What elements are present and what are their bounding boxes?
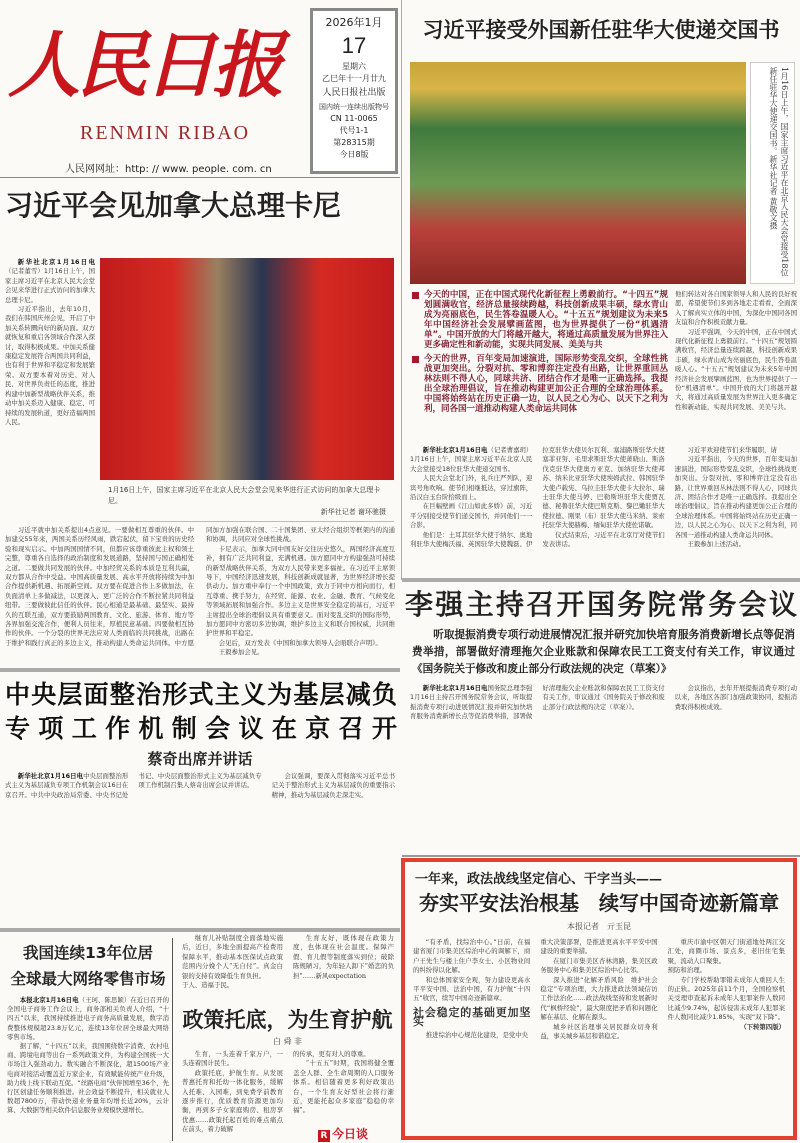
commentary-text: 继育儿补贴制度全面落地实施后，近日，多地全面提高产检费用保障水平，推动基本医保试点政策范围内分娩个人“无自付”。真金白银的支持有效降低生育负担。 于人、造福于民。 生育友好，既体现在政策力度，也体现在社会温度。保障产假、育儿假等制度落实到位；破除陈规陋习，为年轻人卸下“婚恋的负担”……新风expectation: [182, 934, 394, 990]
divider: [402, 578, 800, 582]
article-text: 新华社北京1月16日电中央层面整治形式主义为基层减负专项工作机制会议16日在京召开。中共中央政治局常委、中央书记处书记、中央层面整治形式主义为基层减负专项工作机制召集人蔡奇出席会议并讲话。 会议强调，要深入贯彻落实习近平总书记关于整治形式主义为基层减负的重要指示精神，推动为基层减负走深走实。: [5, 772, 395, 799]
commentary-text: 生育，一头连着千家万户，一头连着国计民生。 政策托底，护航生育。从发展普惠托育和托幼一体化服务，缓解入托难、入园难，到免费学前教育逐步推行，优质教育资源更加均衡，再到多子女家庭购房、租房享优惠……政策托起百姓的难点痛点在前头，着力破解 的传承，更有对人的尊重。 “十五五”时期，我国将健全覆盖全人群、全生命周期的人口服务体系。相信随着更多利好政策出台，一个生育友好型社会将行渐近，更能托起众多家庭“稳稳的幸福”。: [182, 1050, 394, 1134]
headline-commentary[interactable]: 政策托底，为生育护航: [182, 1007, 393, 1032]
article-text: 他们转达对各自国家领导人和人民的良好祝愿，希望使节们多到各地走走看看，全面深入了解真实立体的中国，为深化中国同各国友谊和合作积极贡献力量。 习近平强调，今天的中国，正在中国式现代化新征程上勇毅前行。“十四五”规划圆满收官，经济总量连续跨越，科技创新成果丰硕，绿水青山成为亮丽底色，民生答卷温暖人心。“十五五”规划建议为未来5年中国经济社会发展擘画蓝图，也为世界提供了一份“机遇清单”。中国开放的大门将越开越大，将通过高质量发展为世界注入更多确定性和新动能，实现共同发展、美美与共。: [675, 290, 797, 411]
year-month: 2026年1月: [325, 16, 383, 29]
quote-item: 今天的中国，正在中国式现代化新征程上勇毅前行。“十四五”规划圆满收官，经济总量接续跨越，科技创新成果丰硕，绿水青山成为亮丽底色，民生答卷温暖人心。“十五五”规划建议为未来5年中国经济社会发展擘画蓝图，也为世界提供了一份“机遇清单”。中国开放的大门将越开越大，将通过高质量发展为世界注入更多确定性和新动能，实现共同发展、美美与共: [410, 290, 668, 350]
reg-label: 国内统一连续出版物号: [319, 103, 389, 111]
continued-link[interactable]: （下转第四版）: [740, 1022, 785, 1031]
weekday: 星期六: [342, 62, 366, 71]
date-box: [310, 8, 398, 174]
newspaper-logo-english: RENMIN RIBAO: [80, 122, 251, 144]
column-logo-today: R 今日谈: [318, 1128, 368, 1142]
headline-retail[interactable]: 我国连续13年位居 全球最大网络零售市场: [10, 944, 166, 988]
divider: [401, 0, 402, 580]
publisher: 人民日报社出版: [322, 88, 386, 98]
r-icon: R: [318, 1130, 330, 1142]
divider: [402, 855, 800, 857]
key-quotes: [410, 290, 668, 418]
photo-caption: 1月16日上午，国家主席习近平在北京人民大会堂会见来华进行正式访问的加拿大总理卡尼。 新华社记者 谢环驰摄: [100, 482, 394, 522]
divider: [0, 928, 400, 932]
section-subhead: 社会稳定的基础更加坚实: [413, 1005, 531, 1029]
article-text: “有矛盾，找综治中心。”日前，在福建省厦门市集美区综治中心的调解下，商户王先生与楼上住户李女士、小区物业间的纠纷得以化解。 和总体国家安全观，努力建设更高水平平安中国、法治中国，有力护航“十四五”收官，续写中国奇迹新篇章。 社会稳定的基础更加坚实 推进综治中心规范化建设，是党中央 重大决策部署，是推进更高水平平安中国建设的重要举措。 在厦门市集美区杏林湾路，集美区政务服务中心和集美区综治中心比邻。 深入推进“化解矛盾风险 维护社会稳定”专项治理，大力推进政法领域信访工作法治化……政法战线坚持和发展新时代“枫桥经验”，最大限度把矛盾和问题化解在基层、化解在源头。 城乡社区治理事关居民群众切身利益，事关城乡基层和谐稳定。 重庆市渝中区朝天门街道地处两江交汇处，商圈市场、景点多，老旧住宅集聚，流动人口聚集。 预防和治理。 专门学校帮助罪错未成年人重回人生的正轨。2025年前11个月，全国检察机关受理审查起诉未成年人犯罪案件人数同比减少9.74%，起诉侵害未成年人犯罪案件人数同比减少1.85%，实现“双下降”。 （下转第四版）: [413, 938, 785, 1041]
article-text: 新华社北京1月16日电（记者曹嘉玥）1月16日上午，国家主席习近平在北京人民大会堂接受18位驻华大使递交国书。 人民大会堂北门外，礼兵庄严列队，迎宾号角吹响。使节们相继抵达，穿过旗阵，沿汉白玉台阶拾级而上。 在巨幅壁画《江山如此多娇》前，习近平分别接受使节们递交国书，并同他们一一合影。 他们是：土耳其驻华大使于纳尔、奥地利驻华大使梅沃福、英国驻华大使魏磊、伊拉克驻华大使贝尔瓦利、塞浦路斯驻华大使塞菲亚努、毛里求斯驻华大使萧晓山、斯洛伐克驻华大使奥方亚克、加纳驻华大使邦苏、纳米比亚驻华大使埃姆武拉、韩国驻华大使卢载宪、乌拉圭驻华大使卡大拉尔、瑞士驻华大使马婷、巴勒斯坦驻华大使贾瓦德、秘鲁驻华大使巴斯克斯、黎巴嫩驻华大使拉德、刚果（布）驻华大使马米纳、莱索托驻华大使赫梅、缅甸驻华大使佐诺敏。 仪式结束后，习近平在北京厅对使节们发表讲话。 习近平欢迎使节们来华履职，请 习近平指出，今天的世界，百年变局加速演进，国际形势变乱交织，全球性挑战更加突出。分裂对抗、零和博弈注定没有出路，让世界重回丛林法则不得人心，同球共济、团结合作才是唯一正确选择。我提出全球治理倡议，旨在推动构建更加公正合理的全球治理体系。中国将始终站在历史正确一边，以人民之心为心、以天下之利为利，同各国一道推动构建人类命运共同体。 王毅参加上述活动。: [410, 446, 797, 549]
subtitle: 听取提振消费专项行动进展情况汇报并研究加快培育服务消费新增长点等促消费举措，部署做好清理拖欠企业账款和保障农民工工资支付有关工作，审议通过《国务院关于修改和废止部分行政法规的决定（草案）》: [412, 629, 795, 675]
headline-canada[interactable]: 习近平会见加拿大总理卡尼: [5, 189, 342, 222]
byline: 白 舜 非: [272, 1037, 303, 1046]
newspaper-logo: 人民日报: [8, 22, 281, 107]
article-text: 本报北京1月16日电（王珂、陈思颖）在近日召开的全国电子商务工作会议上，商务部相关负责人介绍，“十四五”以来，我国持续推进电子商务高质量发展，数字消费整体规模超23.8万亿元，连续13年位居全球最大网络零售市场。 据了解，“十四五”以来，我国围绕数字消费、农村电商、跨境电商等出台一系列政策文件，为构建全国统一大市场注入强劲动力。数实融合不断深化，超1500场产业电商对接活动覆盖近万家企业，有效赋能传统产业升级，助力线上线下联动互促。“丝路电商”伙伴国增至36个，先行区创建任务顺利推进。社会效益不断提升，相关就业人数超7800万，带动快递业务量年均增长近20%，云计算、大数据等相关软件信息服务业规模快速增长。: [7, 996, 170, 1115]
cn-number: CN 11-0065: [330, 114, 378, 123]
divider: [172, 938, 173, 1141]
article-text: 新华社北京1月16日电国务院总理李强1月16日主持召开国务院常务会议，听取提振消费专项行动进展情况汇报并研究加快培育服务消费新增长点等促消费举措，部署做好清理拖欠企业账款和保障农民工工资支付有关工作，审议通过《国务院关于修改和废止部分行政法规的决定（草案）》。 会议指出，去年开展提振消费专项行动以来，各地区各部门加强政策协同，提振消费取得积极成效。: [410, 684, 797, 721]
kicker: 一年来，政法战线坚定信心、干字当头——: [415, 872, 663, 887]
photo-credentials-ceremony: [410, 62, 746, 284]
divider: [0, 668, 400, 672]
postal-code: 代号1-1: [339, 126, 369, 135]
featured-article-box: [401, 858, 797, 1140]
byline: 本报记者 亓玉昆: [567, 922, 631, 931]
photo-meeting: [100, 258, 394, 480]
headline-formalism[interactable]: 中央层面整治形式主义为基层减负 专项工作机制会议在京召开: [5, 680, 397, 743]
quote-item: 今天的世界，百年变局加速演进，国际形势变乱交织，全球性挑战更加突出。分裂对抗、零和博弈注定没有出路，让世界重回丛林法则不得人心，同球共济、团结合作才是唯一正确选择。我提出全球治理倡议，旨在推动构建更加公正合理的全球治理体系。中国将始终站在历史正确一边，以人民之心为心、以天下之利为利，同各国一道推动构建人类命运共同体: [410, 354, 668, 414]
article-text: 新华社北京1月16日电（记者董雪）1月16日上午，国家主席习近平在北京人民大会堂会见来华进行正式访问的加拿大总理卡尼。 习近平指出，去年10月，我们在韩国庆州会见，开启了中加关系转圜向好的新局面。双方就恢复和重启各领域合作深入探讨，取得积极成果。中加关系健康稳定发展符合两国共同利益，也有利于世界和平稳定和发展繁荣。双方要本着对历史、对人民、对世界负责任的态度，推进构建中加新型战略伙伴关系，推动中加关系迈入健康、稳定、可持续的发展轨道，更好造福两国人民。: [5, 258, 95, 426]
divider: [0, 177, 400, 178]
lunar-date: 乙巳年十一月廿九: [322, 74, 386, 83]
headline-law[interactable]: 夯实平安法治根基 续写中国奇迹新篇章: [419, 891, 779, 915]
photo-caption: 1月16日上午，国家主席习近平在北京人民大会堂接受18位新任驻华大使递交国书。新华社记者 黄敬文摄: [750, 62, 795, 284]
subtitle: 蔡奇出席并讲话: [147, 750, 253, 768]
headline-credentials[interactable]: 习近平接受外国新任驻华大使递交国书: [422, 18, 780, 42]
day: 17: [341, 33, 367, 58]
page-count: 今日8版: [339, 150, 369, 159]
issue-number: 第28315期: [333, 138, 375, 147]
headline-state-council[interactable]: 李强主持召开国务院常务会议: [405, 588, 797, 621]
website-url[interactable]: 人民网网址：http: // www. people. com. cn: [65, 164, 272, 175]
article-text: 习近平就中加关系提出4点意见。一要做相互尊重的伙伴。中加建交55年来，两国关系历经风雨，跌宕起伏，留下宝贵的历史经验和现实启示。中加两国国情不同，但都应该尊重彼此主权和领土完整，尊重各自选择的政治制度和发展道路，坚持国与国正确相处之道。二要做共同发展的伙伴。中加经贸关系的本质是互利共赢，双方都从合作中受益。中国高质量发展、高水平开放将持续为中加合作提供新机遇、拓展新空间。双方要在促进合作上多做加法，在负面清单上多做减法，以更深入、更广泛的合作不断拉紧共同利益纽带。三要做彼此信任的伙伴。民心相通是最基础、最坚实、最持久的互联互通，双方要鼓励两国教育、文化、旅游、体育、地方等各界加强交流合作，便利人员往来，厚植民意基础。四要做相互协作的伙伴。一个分裂的世界无法应对人类面临的共同挑战，出路在于维护和践行真正的多边主义，推动构建人类命运共同体。中方愿同加方加强在联合国、二十国集团、亚太经合组织等框架内的沟通和协调，共同应对全球性挑战。 卡尼表示，加拿大同中国友好交往历史悠久，两国经济高度互补，拥有广泛共同利益，充满机遇。加方愿同中方构建强劲可持续的新型战略伙伴关系，为双方人民带来更多福祉。在习近平主席领导下，中国经济迅速发展，科技创新成就显著，为世界经济增长提供动力。加方重申奉行一个中国政策，致力于同中方相向而行，相互尊重、携手努力，在经贸、能源、农业、金融、教育、气候变化等领域拓展和加强合作。多边主义是世界安全稳定的基石，习近平主席提出全球治理倡议具有重要意义。面对变乱交织的国际形势，加方愿同中方密切多边协调，维护多边主义和联合国权威，共同维护世界和平稳定。 会见后，双方发表《中国和加拿大领导人会晤联合声明》。 王毅参加会见。: [5, 526, 395, 657]
